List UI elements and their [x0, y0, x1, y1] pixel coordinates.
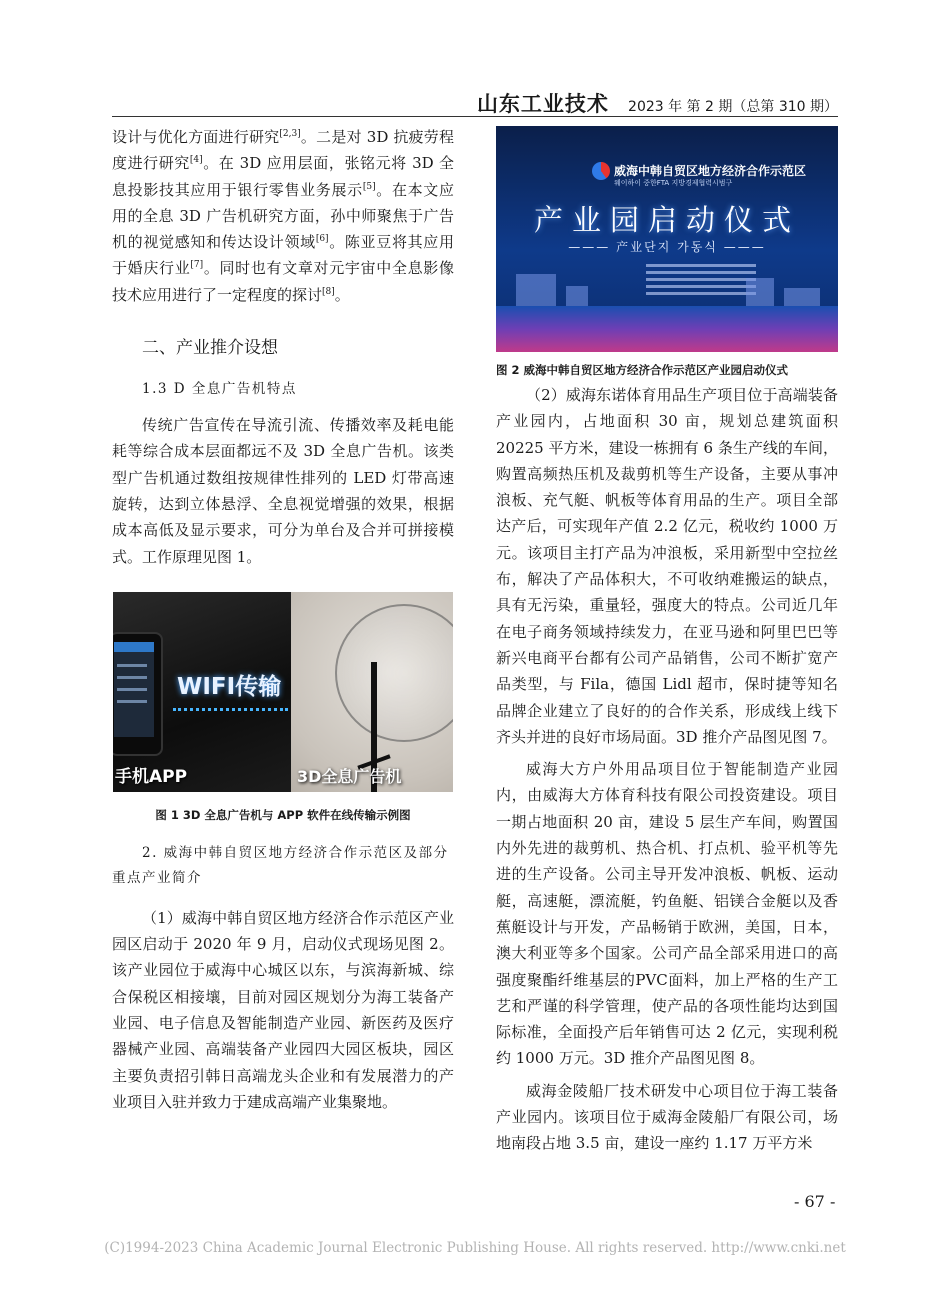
text-run: 。	[334, 285, 350, 304]
phone-list-line	[117, 664, 147, 667]
journal-title: 山东工业技术	[476, 92, 609, 116]
subsection-heading-1: 1.3 D 全息广告机特点	[142, 381, 297, 398]
right-column	[496, 124, 838, 1157]
paragraph-dafang: 威海大方户外用品项目位于智能制造产业园内，由威海大方体育科技有限公司投资建设。项目一期占地面积 20 亩，建设 5 层生产车间，购置国内外先进的裁剪机、热合机、打点机、验平机等先进的生产设备。公司主导开发冲浪板、帆板、运动艇，高速艇，漂流艇，钓鱼艇、铝镁合金艇以及香蕉艇设计与开发，产品畅销于欧洲，美国，日本，澳大利亚等多个国家。公司产品全部采用进口的高强度聚酯纤维基层的PVC面料，加上严格的生产工艺和严谨的科学管理，使产品的各项性能均达到国际标准，全面投产后年销售可达 2 亿元，实现利税约 1000 万元。3D 推介产品图见图 8。	[496, 760, 838, 1068]
paragraph-ad-machine: 传统广告宣传在导流引流、传播效率及耗电能耗等综合成本层面都远不及 3D 全息广告机。该类型广告机通过数组按规律性排列的 LED 灯带高速旋转，达到立体悬浮、全息视觉增强的效果，根据成本高低及显示要求，可分为单台及合并可拼接模式。工作原理见图 1。	[112, 416, 454, 566]
citation[interactable]: [4]	[189, 155, 203, 166]
banner-main-text: 产业园启动仪式	[533, 203, 800, 237]
issue-info: 2023 年 第 2 期（总第 310 期）	[628, 99, 838, 115]
page-number: - 67 -	[794, 1192, 836, 1211]
text-run: 设计与优化方面进行研究	[112, 128, 280, 146]
text-run: 。在本文应用的全息 3D 广告机研究方面，孙中师聚焦于广告机的视觉感知和传达设计领域	[112, 180, 454, 252]
phone-app-label: 手机APP	[115, 766, 188, 787]
info-line	[646, 278, 756, 281]
citation[interactable]: [5]	[362, 181, 376, 192]
figure-1-image	[113, 592, 453, 792]
paragraph-intro	[112, 124, 454, 308]
copyright-footer: (C)1994-2023 China Academic Journal Electronic Publishing House. All rights reserved. http://www.cnki.net	[104, 1240, 846, 1256]
paragraph-zone-intro: （1）威海中韩自贸区地方经济合作示范区产业园区启动于 2020 年 9 月，启动仪式现场见图 2。该产业园位于威海中心城区以东，与滨海新城、综合保税区相接壤，目前对园区规划分为海工装备产业园、电子信息及智能制造产业园、新医药及医疗器械产业园、高端装备产业园四大园区板块，园区主要负责招引韩日高端龙头企业和有发展潜力的产业项目入驻并致力于建成高端产业集聚地。	[112, 908, 454, 1111]
banner-sub-text: ——— 产业단지 가동식 ———	[568, 240, 766, 254]
wifi-label: WIFI传输	[177, 673, 282, 700]
info-line	[646, 264, 756, 267]
phone-list-line	[117, 676, 147, 679]
figure-2-image	[496, 126, 838, 352]
left-column	[112, 124, 454, 1115]
info-line	[646, 271, 756, 274]
header-rule	[112, 116, 838, 117]
paragraph-jinling: 威海金陵船厂技术研发中心项目位于海工装备产业园内。该项目位于威海金陵船厂有限公司，场地南段占地 3.5 亩，建设一座约 1.17 万平方米	[496, 1081, 838, 1153]
text-run: 。陈亚豆将其应用于婚庆行业	[112, 233, 454, 278]
citation[interactable]: [2,3]	[279, 129, 301, 139]
text-run: 。二是对 3D 抗疲劳程度进行研究	[112, 128, 454, 173]
phone-graphic	[113, 632, 163, 756]
paragraph-dongnuo: （2）威海东诺体育用品生产项目位于高端装备产业园内，占地面积 30 亩，规划总建筑面积 20225 平方米，建设一栋拥有 6 条生产线的车间，购置高频热压机及裁剪机等生产设备，主要从事冲浪板、充气艇、帆板等体育用品的生产。项目全部达产后，可实现年产值 2.2 亿元，税收约 1000 万元。该项目主打产品为冲浪板，采用新型中空拉丝布，解决了产品体积大，不可收纳难搬运的缺点，具有无污染，重量轻，强度大的特点。公司近几年在电子商务领域持续发力，在亚马逊和阿里巴巴等新兴电商平台都有公司产品销售，公司不断扩宽产品类型，与 Fila，德国 Lidl 超市，保时捷等知名品牌企业建立了良好的的合作关系，形成线上线下齐头并进的良好市场局面。3D 推介产品图见图 7。	[496, 386, 838, 746]
stage-lighting	[496, 306, 838, 352]
subsection-heading-2: 2. 威海中韩自贸区地方经济合作示范区及部分重点产业简介	[112, 844, 449, 886]
citation[interactable]: [7]	[190, 260, 204, 271]
transmission-dots	[173, 708, 288, 711]
figure-2-caption: 图 2 威海中韩自贸区地方经济合作示范区产业园启动仪式	[496, 363, 789, 377]
banner-korean: 웨이하이 중한FTA 지방경제협력시범구	[614, 179, 733, 187]
zone-logo-icon	[592, 162, 610, 180]
running-header	[477, 88, 838, 118]
citation[interactable]: [8]	[322, 286, 335, 297]
banner-title: 威海中韩自贸区地方经济合作示范区	[614, 164, 807, 178]
citation[interactable]: [6]	[315, 234, 329, 245]
phone-app-bar	[114, 642, 154, 652]
banner-info-lines	[646, 264, 756, 299]
info-line	[646, 285, 756, 288]
phone-list-line	[117, 688, 147, 691]
phone-list-line	[117, 700, 147, 703]
text-run: 。同时也有文章对元宇宙中全息影像技术应用进行了一定程度的探讨	[112, 259, 454, 304]
figure-1-caption: 图 1 3D 全息广告机与 APP 软件在线传输示例图	[155, 807, 411, 822]
device-label: 3D全息广告机	[297, 766, 402, 786]
info-line	[646, 292, 756, 295]
section-heading: 二、产业推介设想	[142, 338, 278, 359]
text-run: 。在 3D 应用层面，张铭元将 3D 全息投影技其应用于银行零售业务展示	[112, 154, 454, 199]
